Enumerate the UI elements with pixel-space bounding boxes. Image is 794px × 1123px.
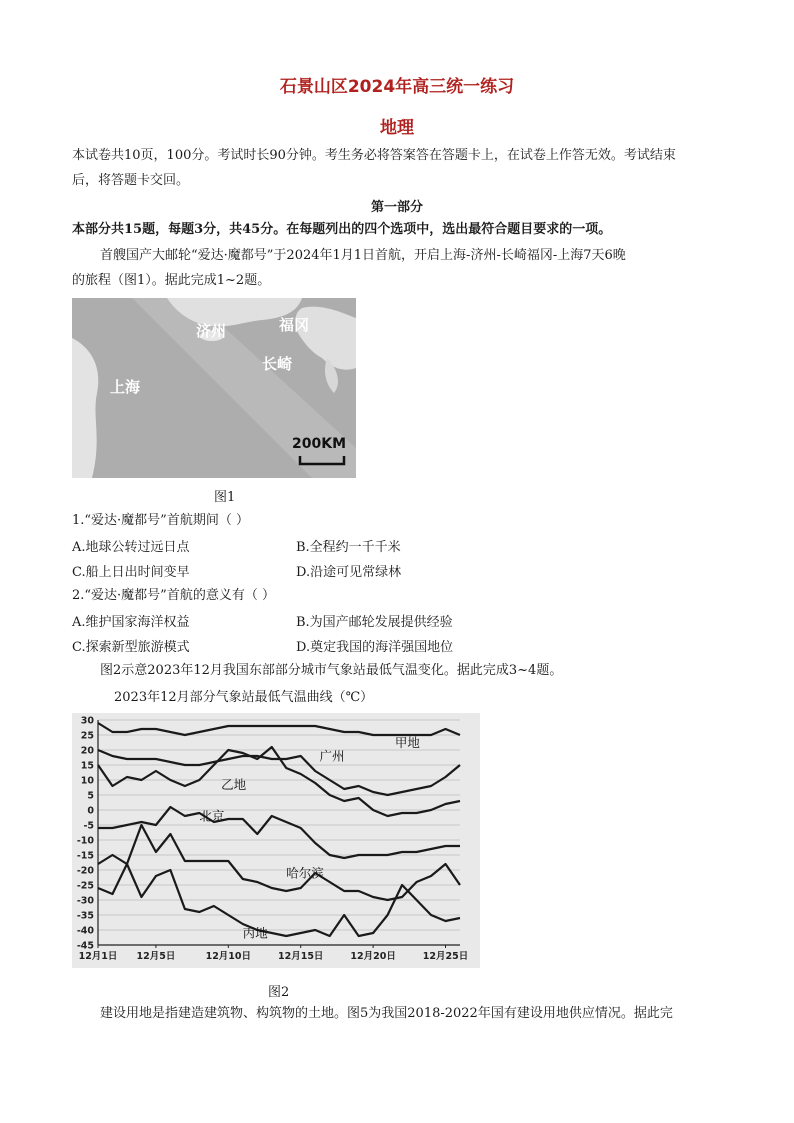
map-label-shanghai: 上海 (110, 378, 141, 396)
y-tick-label: -10 (76, 835, 94, 847)
y-tick-label: 20 (80, 745, 94, 757)
y-tick-label: -40 (76, 925, 94, 937)
map-scale-label: 200KM (292, 436, 347, 452)
part-heading: 第一部分 (370, 200, 423, 215)
x-tick-label: 12月15日 (277, 951, 324, 962)
series-label-北京: 北京 (199, 808, 225, 824)
q2-option-a: A.维护国家海洋权益 (72, 615, 190, 630)
q2-option-d: D.奠定我国的海洋强国地位 (296, 640, 454, 655)
intro-line-1: 本试卷共10页，100分。考试时长90分钟。考生务必将答案答在答题卡上，在试卷上作答无效。考试结束 (72, 148, 676, 163)
x-tick-label: 12月5日 (136, 951, 176, 962)
q1-option-c: C.船上日出时间变早 (72, 565, 190, 580)
series-label-广州: 广州 (319, 748, 345, 764)
y-tick-label: 25 (80, 730, 94, 742)
x-tick-label: 12月10日 (205, 951, 252, 962)
series-line-北京 (98, 807, 460, 858)
question-2-stem: 2.“爱达·魔都号”首航的意义有（ ） (72, 588, 275, 603)
y-tick-label: -20 (76, 865, 94, 877)
q1-option-a: A.地球公转过远日点 (72, 540, 190, 555)
y-tick-label: -15 (76, 850, 94, 862)
q1-option-d: D.沿途可见常绿林 (296, 565, 402, 580)
series-label-乙地: 乙地 (221, 777, 247, 792)
subject-title: 地理 (380, 118, 414, 138)
y-tick-label: -45 (76, 940, 94, 952)
y-tick-label: -25 (76, 880, 94, 892)
passage1-line-1: 首艘国产大邮轮“爱达·魔都号”于2024年1月1日首航，开启上海-济州-长崎福冈-上海7天6晚 (100, 248, 626, 263)
document-title: 石景山区2024年高三统一练习 (279, 77, 515, 97)
map-label-jizhou: 济州 (196, 322, 227, 340)
y-tick-label: 5 (87, 790, 94, 802)
part-instruction: 本部分共15题，每题3分，共45分。在每题列出的四个选项中，选出最符合题目要求的一项。 (72, 222, 612, 237)
intro-line-2: 后，将答题卡交回。 (72, 173, 190, 188)
y-tick-label: -5 (83, 820, 94, 832)
y-tick-label: 30 (80, 715, 94, 727)
y-tick-label: 0 (87, 805, 94, 817)
series-line-乙地 (98, 747, 460, 816)
q2-option-b: B.为国产邮轮发展提供经验 (296, 615, 453, 630)
y-tick-label: 10 (80, 775, 94, 787)
y-tick-label: -35 (76, 910, 94, 922)
y-tick-label: 15 (80, 760, 94, 772)
temperature-chart (72, 713, 480, 968)
route-map (72, 298, 356, 478)
q2-option-c: C.探索新型旅游模式 (72, 640, 190, 655)
x-tick-label: 12月25日 (422, 951, 469, 962)
x-tick-label: 12月20日 (350, 951, 396, 962)
y-tick-label: -30 (76, 895, 94, 907)
question-1-stem: 1.“爱达·魔都号”首航期间（ ） (72, 513, 249, 528)
figure-2-caption: 图2 (268, 985, 290, 1000)
chart-title: 2023年12月部分气象站最低气温曲线（℃） (114, 690, 374, 705)
series-label-甲地: 甲地 (394, 735, 420, 750)
series-line-甲地 (98, 723, 460, 735)
series-label-丙地: 丙地 (242, 925, 268, 941)
figure-1-caption: 图1 (214, 490, 236, 505)
x-tick-label: 12月1日 (78, 951, 118, 962)
q1-option-b: B.全程约一千千米 (296, 540, 401, 555)
temperature-chart-svg (72, 713, 480, 968)
map-label-fugang: 福冈 (279, 316, 310, 334)
series-label-哈尔滨: 哈尔滨 (286, 865, 324, 881)
passage3-line-1: 建设用地是指建造建筑物、构筑物的土地。图5为我国2018-2022年国有建设用地供应情况。据此完 (100, 1006, 673, 1021)
passage1-line-2: 的旅程（图1）。据此完成1~2题。 (72, 273, 271, 288)
passage2-line-1: 图2示意2023年12月我国东部部分城市气象站最低气温变化。据此完成3~4题。 (100, 663, 563, 678)
map-label-changqi: 长崎 (262, 355, 293, 373)
